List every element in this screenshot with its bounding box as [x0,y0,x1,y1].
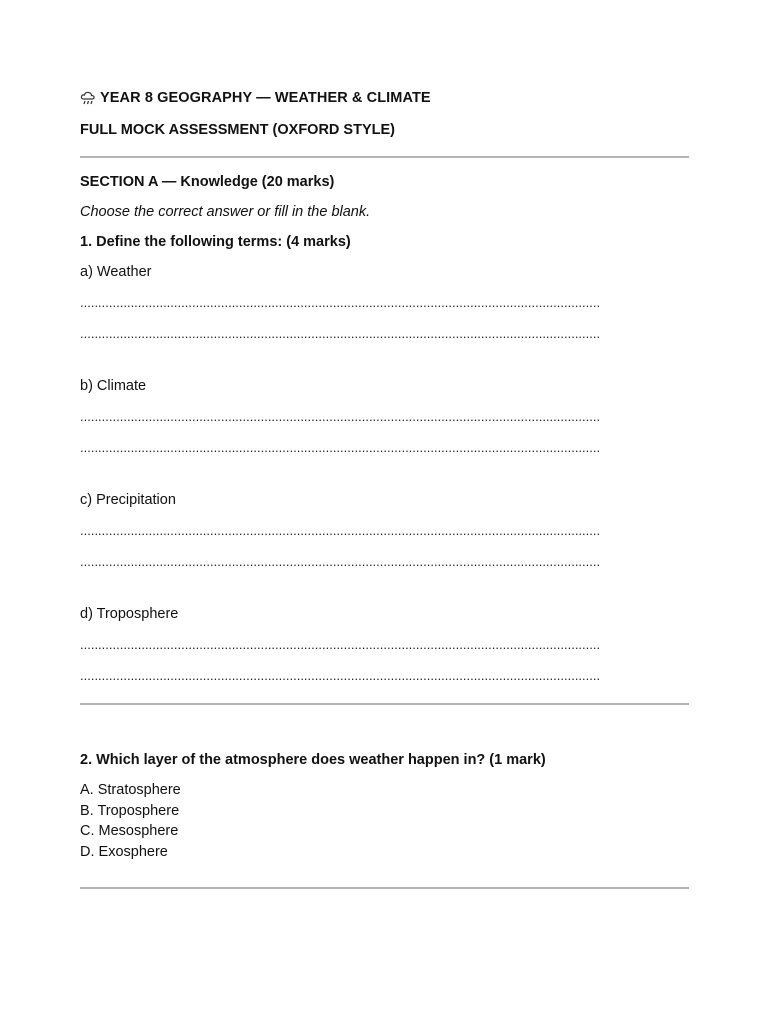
answer-line[interactable]: ................................................................................................................................................ [80,524,601,538]
question-2-options [80,780,689,862]
cloud-rain-icon [80,91,96,105]
term-precipitation: c) Precipitation [80,492,176,508]
worksheet-content [80,88,689,889]
option-c[interactable]: C. Mesosphere [80,823,179,839]
term-climate: b) Climate [80,378,147,394]
option-d[interactable]: D. Exosphere [80,843,168,860]
answer-line[interactable]: ................................................................................................................................................ [80,441,601,455]
section-a-instruction: Choose the correct answer or fill in the blank. [80,204,371,220]
answer-line[interactable]: ................................................................................................................................................ [80,555,601,569]
answer-line[interactable]: ................................................................................................................................................ [80,410,601,424]
question-2-prompt: 2. Which layer of the atmosphere does weather happen in? (1 mark) [80,752,546,768]
divider [80,887,689,889]
answer-line[interactable]: ................................................................................................................................................ [80,638,601,652]
term-troposphere: d) Troposphere [80,606,179,622]
page-title [80,88,689,108]
option-a[interactable]: A. Stratosphere [80,782,181,798]
term-weather: a) Weather [80,264,152,280]
answer-line[interactable]: ................................................................................................................................................ [80,669,601,683]
option-b[interactable]: B. Troposphere [80,802,180,819]
page-subtitle: FULL MOCK ASSESSMENT (OXFORD STYLE) [80,122,395,138]
section-a-heading: SECTION A — Knowledge (20 marks) [80,174,335,190]
answer-line[interactable]: ................................................................................................................................................ [80,296,601,310]
question-1-prompt: 1. Define the following terms: (4 marks) [80,234,351,250]
answer-line[interactable]: ................................................................................................................................................ [80,327,601,341]
divider [80,156,689,158]
divider [80,703,689,705]
page-title-text: YEAR 8 GEOGRAPHY — WEATHER & CLIMATE [100,90,431,106]
